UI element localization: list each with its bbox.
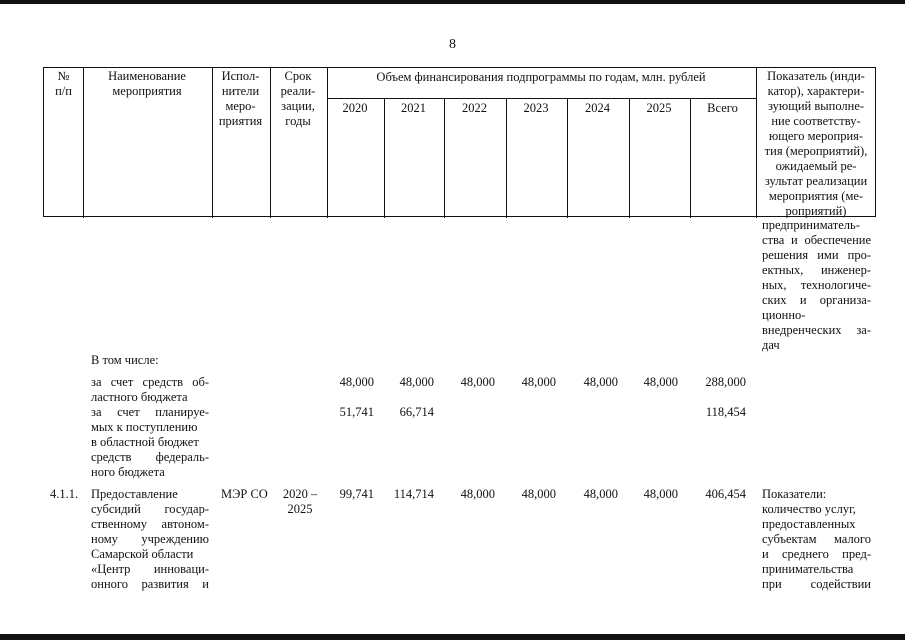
row-name-line: Предоставление [91, 487, 178, 501]
row-name-line: мых к поступлению [91, 420, 198, 434]
row-name-line: за счет планируе- [91, 405, 209, 419]
value-cell: 51,741 [339, 405, 374, 419]
column-divider [567, 98, 568, 218]
value-cell: 48,000 [643, 375, 678, 389]
header-term [270, 69, 326, 129]
row-name-line: средств федераль- [91, 450, 209, 464]
row-subsidy-name [91, 487, 209, 592]
header-indicator-line: мероприятия (ме- [768, 189, 864, 203]
row-term-line: 2020 – [282, 487, 318, 501]
value-cell: 48,000 [460, 375, 495, 389]
value-cell: 99,741 [339, 487, 374, 501]
row-name-line: «Центр инноваци- [91, 562, 209, 576]
funding-subheader-line [327, 98, 756, 99]
header-indicator-line: роприятий) [785, 204, 847, 218]
header-indicator-line: ние соответству- [771, 114, 861, 128]
indicator-line: количество услуг, [762, 502, 856, 516]
header-indicator-line: катор), характери- [767, 84, 865, 98]
header-num [44, 69, 83, 99]
header-term-line: Срок [284, 69, 312, 83]
row-name-line: ственному автоном- [91, 517, 209, 531]
year-2024: 2024 [585, 101, 610, 115]
row-federal-budget-name [91, 405, 209, 480]
column-divider [629, 98, 630, 218]
year-2023: 2023 [523, 101, 549, 115]
header-indicator-line: ожидаемый ре- [775, 159, 857, 173]
value-cell: 114,714 [393, 487, 434, 501]
header-name [83, 69, 211, 99]
column-divider [327, 68, 328, 218]
header-term-line: годы [285, 114, 311, 128]
value-cell-total: 406,454 [705, 487, 746, 501]
header-num-line: № [57, 69, 70, 83]
header-exec-line: приятия [218, 114, 263, 128]
year-2025: 2025 [646, 101, 672, 115]
header-exec-line: нители [221, 84, 260, 98]
row-term [276, 487, 324, 517]
year-2021: 2021 [401, 101, 426, 115]
value-cell: 48,000 [521, 375, 556, 389]
header-term-line: реали- [280, 84, 316, 98]
header-indicator-line: тия (мероприятий), [764, 144, 868, 158]
value-cell: 66,714 [399, 405, 434, 419]
header-executors [212, 69, 269, 129]
header-num-line: п/п [55, 84, 72, 98]
row-name-line: в областной бюджет [91, 435, 199, 449]
indicator-line: при содействии [762, 577, 871, 591]
row-name-line: ного бюджета [91, 465, 165, 479]
indicator-line: принимательства [762, 562, 854, 576]
continuation-line: ства и обеспечение [762, 233, 871, 247]
row-name-line: онного развития и [91, 577, 209, 591]
header-indicator-line: ющего мероприя- [768, 129, 864, 143]
page-number: 8 [449, 37, 456, 52]
top-border [0, 0, 905, 4]
value-cell: 48,000 [583, 487, 618, 501]
value-cell: 48,000 [399, 375, 434, 389]
value-cell: 48,000 [583, 375, 618, 389]
indicator-line: и среднего пред- [762, 547, 871, 561]
header-name-line: мероприятия [112, 84, 182, 98]
year-2020: 2020 [342, 101, 368, 115]
row-regional-budget-name [91, 375, 209, 405]
column-divider [506, 98, 507, 218]
header-indicator-line: Показатель (инди- [767, 69, 865, 83]
value-cell-total: 118,454 [705, 405, 746, 419]
column-divider [444, 98, 445, 218]
row-name-line: субсидий государ- [91, 502, 209, 516]
continuation-line: ектных, инженер- [762, 263, 871, 277]
including-label: В том числе: [91, 353, 159, 367]
column-divider [690, 98, 691, 218]
header-exec-line: Испол- [221, 69, 260, 83]
row-name-line: за счет средств об- [91, 375, 209, 389]
header-exec-line: меро- [225, 99, 256, 113]
header-term-line: зации, [281, 99, 315, 113]
continuation-line: ционно- [762, 308, 806, 322]
indicator-line: Показатели: [762, 487, 827, 501]
row-number: 4.1.1. [50, 487, 79, 501]
continuation-line: ных, технологиче- [762, 278, 871, 292]
header-indicator [757, 69, 875, 219]
value-cell-total: 288,000 [705, 375, 746, 389]
row-executor: МЭР СО [221, 487, 268, 501]
row-name-line: ному учреждению [91, 532, 209, 546]
continuation-line: дач [762, 338, 780, 352]
value-cell: 48,000 [643, 487, 678, 501]
continuation-line: внедренческих за- [762, 323, 871, 337]
row-name-line: ластного бюджета [91, 390, 188, 404]
row-name-line: Самарской области [91, 547, 194, 561]
value-cell: 48,000 [339, 375, 374, 389]
row-indicator [762, 487, 871, 592]
indicator-line: предоставленных [762, 517, 856, 531]
row-term-line: 2025 [287, 502, 313, 516]
header-funding-title: Объем финансирования подпрограммы по годам, млн. рублей [376, 70, 706, 84]
indicator-line: субъектам малого [762, 532, 871, 546]
year-2022: 2022 [462, 101, 487, 115]
continuation-line: предприниматель- [762, 218, 860, 232]
value-cell: 48,000 [521, 487, 556, 501]
column-divider [384, 98, 385, 218]
year-total: Всего [707, 101, 738, 115]
continuation-line: ских и организа- [762, 293, 871, 307]
header-indicator-line: зультат реализации [764, 174, 868, 188]
indicator-continuation [762, 218, 871, 353]
header-indicator-line: зующий выполне- [767, 99, 865, 113]
header-name-line: Наименование [108, 69, 186, 83]
value-cell: 48,000 [460, 487, 495, 501]
continuation-line: решения ими про- [762, 248, 871, 262]
bottom-border [0, 634, 905, 640]
